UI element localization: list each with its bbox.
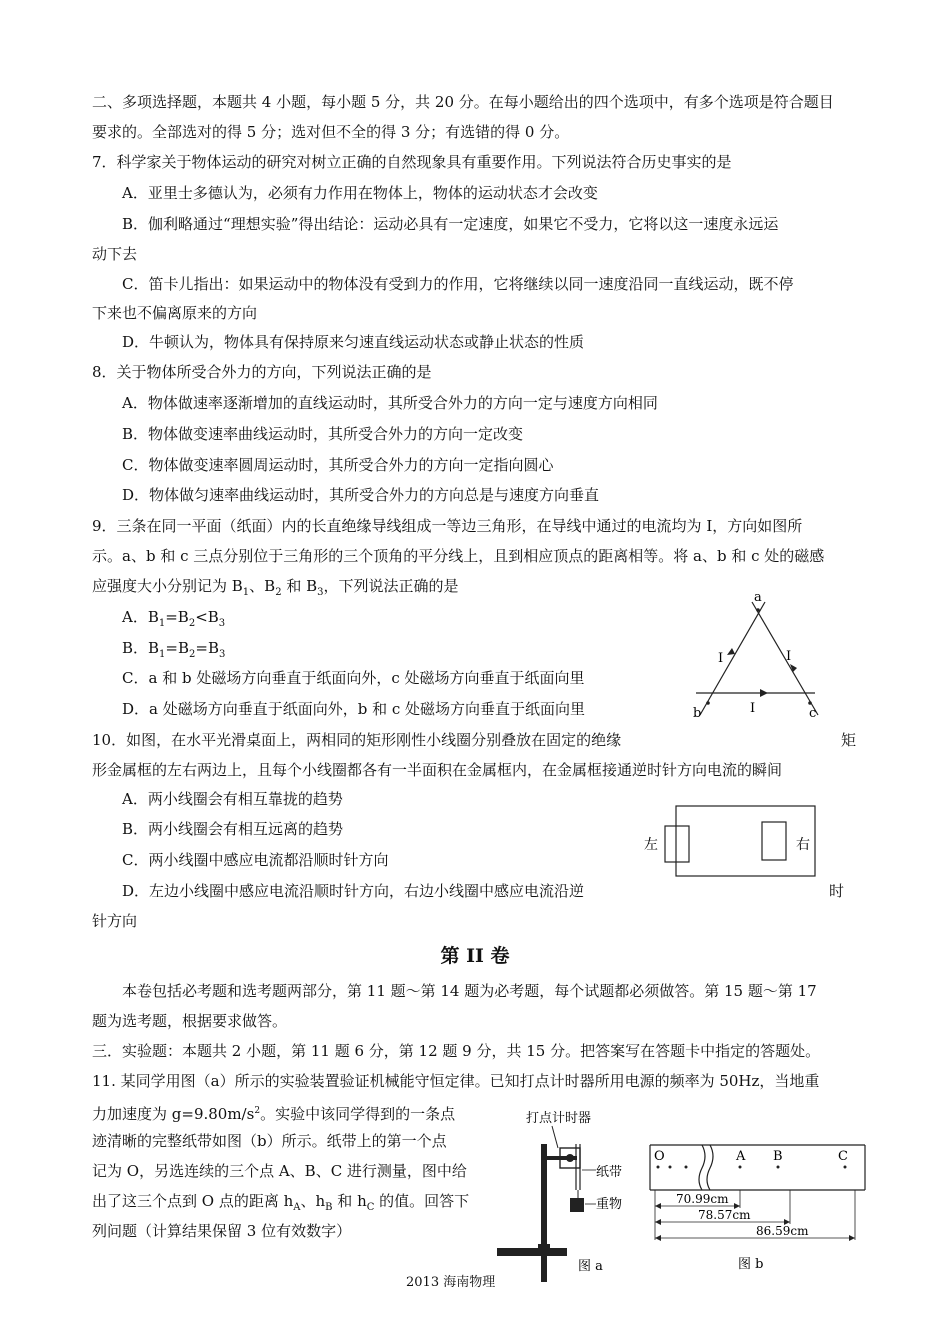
q8-option-b: B．物体做变速率曲线运动时，其所受合外力的方向一定改变 bbox=[122, 425, 524, 443]
fig-b-hA: 70.99cm bbox=[676, 1192, 729, 1206]
q7-stem: 7．科学家关于物体运动的研究对树立正确的自然现象具有重要作用。下列说法符合历史事实的是 bbox=[92, 153, 732, 171]
q7-option-b-line1: B．伽利略通过“理想实验”得出结论：运动必具有一定速度，如果它不受力，它将以这一速度永远运 bbox=[122, 215, 779, 233]
q11-line4: 记为 O，另选连续的三个点 A、B、C 进行测量，图中给 bbox=[92, 1162, 467, 1180]
q9-label-a: a bbox=[754, 590, 762, 605]
part2-title: 第 II 卷 bbox=[440, 945, 510, 967]
q9-option-b: B．$B_1=B_2=B_3$ bbox=[122, 639, 226, 660]
q10-stem-line1-left: 10．如图，在水平光滑桌面上，两相同的矩形刚性小线圈分别叠放在固定的绝缘 bbox=[92, 731, 622, 749]
q10-stem-line1-right: 矩 bbox=[841, 731, 857, 749]
fig-b-label-A: A bbox=[736, 1149, 746, 1164]
q7-option-c-line1: C．笛卡儿指出：如果运动中的物体没有受到力的作用，它将继续以同一速度沿同一直线运动，既不停 bbox=[122, 275, 794, 293]
q9-option-d: D．a 处磁场方向垂直于纸面向外，b 和 c 处磁场方向垂直于纸面向里 bbox=[122, 700, 586, 718]
q9-option-c: C．a 和 b 处磁场方向垂直于纸面向外，c 处磁场方向垂直于纸面向里 bbox=[122, 669, 585, 687]
fig-b-hC: 86.59cm bbox=[756, 1224, 809, 1238]
q9-label-b: b bbox=[693, 706, 702, 721]
fig-b-label-C: C bbox=[838, 1149, 848, 1164]
q10-label-right: 右 bbox=[796, 837, 810, 853]
fig-a-weight-label: 重物 bbox=[596, 1197, 623, 1212]
part2-intro-line2: 题为选考题，根据要求做答。 bbox=[92, 1012, 288, 1030]
q10-option-c: C．两小线圈中感应电流都沿顺时针方向 bbox=[122, 851, 389, 869]
q8-option-a: A．物体做速率逐渐增加的直线运动时，其所受合外力的方向一定与速度方向相同 bbox=[122, 394, 658, 412]
q9-label-c: c bbox=[809, 706, 817, 721]
q11-line3: 迹清晰的完整纸带如图（b）所示。纸带上的第一个点 bbox=[92, 1132, 447, 1150]
q10-option-d-line2: 针方向 bbox=[92, 912, 138, 930]
section2-header-line1: 二、多项选择题，本题共 4 小题，每小题 5 分，共 20 分。在每小题给出的四个选项中，有多个选项是符合题目 bbox=[92, 93, 834, 111]
q7-option-d: D．牛顿认为，物体具有保持原来匀速直线运动状态或静止状态的性质 bbox=[122, 333, 585, 351]
q9-current-right: I bbox=[786, 649, 792, 664]
fig-b-label-O: O bbox=[654, 1149, 665, 1164]
q10-frame-figure bbox=[640, 802, 830, 880]
q8-option-d: D．物体做匀速率曲线运动时，其所受合外力的方向总是与速度方向垂直 bbox=[122, 486, 600, 504]
q11-line5: 出了这三个点到 O 点的距离 $h_A$、$h_B$ 和 $h_C$ 的值。回答下 bbox=[92, 1192, 470, 1213]
q9-stem-line3: 应强度大小分别记为 $B_1$、$B_2$ 和 $B_3$，下列说法正确的是 bbox=[92, 577, 459, 598]
q8-stem: 8．关于物体所受合外力的方向，下列说法正确的是 bbox=[92, 363, 432, 381]
q7-option-a: A．亚里士多德认为，必须有力作用在物体上，物体的运动状态才会改变 bbox=[122, 184, 598, 202]
q10-option-a: A．两小线圈会有相互靠拢的趋势 bbox=[122, 790, 343, 808]
fig-b-hB: 78.57cm bbox=[698, 1208, 751, 1222]
q9-stem-line2: 示。a、b 和 c 三点分别位于三角形的三个顶角的平分线上，且到相应顶点的距离相等。将 a、b 和 c 处的磁感 bbox=[92, 547, 825, 565]
q10-option-b: B．两小线圈会有相互远离的趋势 bbox=[122, 820, 344, 838]
fig-b-label-B: B bbox=[773, 1149, 783, 1164]
section2-header-line2: 要求的。全部选对的得 5 分；选对但不全的得 3 分；有选错的得 0 分。 bbox=[92, 123, 570, 141]
q7-option-b-line2: 动下去 bbox=[92, 245, 138, 263]
q11-line2: 力加速度为 $g=9.80m/s^2$。实验中该同学得到的一条点 bbox=[92, 1105, 456, 1123]
q9-option-a: A．$B_1=B_2<B_3$ bbox=[122, 608, 226, 629]
part2-intro-line1: 本卷包括必考题和选考题两部分，第 11 题～第 14 题为必考题，每个试题都必须做答。第 15 题～第 17 bbox=[122, 982, 817, 1000]
q10-option-d-line1-left: D．左边小线圈中感应电流沿顺时针方向，右边小线圈中感应电流沿逆 bbox=[122, 882, 585, 900]
q9-triangle-figure bbox=[690, 590, 830, 725]
q11-line1: 11. 某同学用图（a）所示的实验装置验证机械能守恒定律。已知打点计时器所用电源的频率为 50Hz，当地重 bbox=[92, 1072, 820, 1090]
section3-header: 三．实验题：本题共 2 小题，第 11 题 6 分，第 12 题 9 分，共 15 分。把答案写在答题卡中指定的答题处。 bbox=[92, 1042, 821, 1060]
q10-label-left: 左 bbox=[644, 837, 658, 853]
fig-a-tape-label: 纸带 bbox=[596, 1165, 623, 1180]
page-footer: 2013 海南物理 bbox=[406, 1275, 496, 1290]
q10-stem-line2: 形金属框的左右两边上，且每个小线圈都各有一半面积在金属框内，在金属框接通逆时针方向电流的瞬间 bbox=[92, 761, 783, 779]
q8-option-c: C．物体做变速率圆周运动时，其所受合外力的方向一定指向圆心 bbox=[122, 456, 554, 474]
q11-figure-b bbox=[640, 1140, 870, 1280]
q9-stem-line1: 9．三条在同一平面（纸面）内的长直绝缘导线组成一等边三角形，在导线中通过的电流均为 I，方向如图所 bbox=[92, 517, 803, 535]
fig-a-timer-label: 打点计时器 bbox=[526, 1111, 592, 1126]
q9-current-bottom: I bbox=[750, 701, 756, 716]
q7-option-c-line2: 下来也不偏离原来的方向 bbox=[92, 304, 258, 322]
fig-b-caption: 图 b bbox=[738, 1257, 764, 1272]
q9-current-left: I bbox=[718, 651, 724, 666]
fig-a-caption: 图 a bbox=[578, 1259, 603, 1274]
q10-option-d-line1-right: 时 bbox=[829, 882, 845, 900]
q11-line6: 列问题（计算结果保留 3 位有效数字） bbox=[92, 1222, 352, 1240]
q11-figure-a bbox=[492, 1104, 642, 1284]
